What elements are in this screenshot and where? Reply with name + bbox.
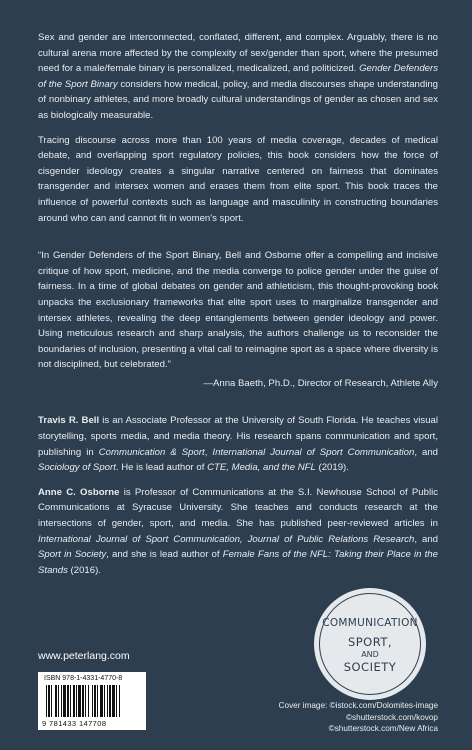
book-title: Female Fans of the NFL: Taking their Place in the Stands xyxy=(38,549,438,576)
barcode-bar xyxy=(51,685,52,717)
barcode-bars xyxy=(46,685,138,717)
barcode-bar xyxy=(119,685,120,717)
author-bio-osborne xyxy=(38,485,438,579)
journal: International Journal of Sport Communication, Journal of Public Relations Research xyxy=(38,533,415,545)
back-cover-text xyxy=(38,30,438,587)
publisher-website: www.peterlang.com xyxy=(38,650,130,662)
text: (2019). xyxy=(315,462,349,474)
barcode-bar xyxy=(109,685,111,717)
barcode-bar xyxy=(67,685,69,717)
barcode-bar xyxy=(58,685,59,717)
barcode-bar xyxy=(61,685,62,717)
journal: Sport in Society xyxy=(38,549,107,561)
credit-line-3: ©shutterstock.com/New Africa xyxy=(328,724,438,733)
journal: Sociology of Sport xyxy=(38,462,116,474)
journal: Communication & Sport xyxy=(98,446,205,458)
barcode-bar xyxy=(94,685,96,717)
barcode-bar xyxy=(88,685,89,717)
text: , and she is lead author of xyxy=(106,549,223,561)
credit-line-1: Cover image: ©istock.com/Dolomites-image xyxy=(278,701,438,710)
endorsement-quote: “In Gender Defenders of the Sport Binary, Bell and Osborne offer a compelling and incisive critique of how sport, medicine, and the media converge to police gender under the guise of fairness. In a time of global debates on gender and athleticism, this thought-provoking book unpacks the exclusionary frameworks that elite sport uses to marginalize transgender and intersex athletes, revealing the deep entanglements between gender ideology and power. Using meticulous research and sharp analysis, the authors challenge us to reconsider the boundaries of inclusion, presenting a vital call to reimagine sport as a space where diversity is not disciplined, but celebrated.” xyxy=(38,250,438,371)
description-paragraph-1 xyxy=(38,30,438,124)
barcode-bar xyxy=(92,685,93,717)
barcode-digits: 9 781433 147708 xyxy=(42,719,107,728)
barcode-bar xyxy=(46,685,47,717)
text: , xyxy=(204,446,213,458)
book-title: CTE, Media, and the NFL xyxy=(207,462,316,474)
series-seal-logo xyxy=(314,588,426,700)
barcode-bar xyxy=(63,685,66,717)
book-title: Gender Defenders of the Sport Binary xyxy=(38,63,438,90)
barcode-bar xyxy=(55,685,57,717)
barcode-bar xyxy=(97,685,98,717)
barcode-bar xyxy=(104,685,105,717)
text: is an Associate Professor at the University of South Florida. He teaches visual storytelling, sports media, and media theory. His research spans communication and sport, publishing in xyxy=(38,415,438,458)
barcode-bar xyxy=(82,685,84,717)
barcode-bar xyxy=(76,685,77,717)
barcode-bar xyxy=(100,685,103,717)
text: . He is lead author of xyxy=(115,462,208,474)
journal: International Journal of Sport Communication xyxy=(212,446,415,458)
endorsement-attribution: —Anna Baeth, Ph.D., Director of Research, Athlete Ally xyxy=(203,377,438,389)
author-name: Anne C. Osborne xyxy=(38,486,120,498)
barcode-bar xyxy=(112,685,115,717)
seal-line-2: SPORT, xyxy=(347,634,393,649)
barcode-bar xyxy=(48,685,50,717)
barcode-bar xyxy=(70,685,71,717)
text: (2016). xyxy=(67,564,101,576)
barcode-bar xyxy=(116,685,117,717)
cover-image-credits xyxy=(279,700,438,735)
isbn-barcode xyxy=(38,672,146,730)
author-name: Travis R. Bell xyxy=(38,415,100,427)
barcode-bar xyxy=(107,685,108,717)
barcode-bar xyxy=(78,685,81,717)
isbn-label: ISBN 978-1-4331-4770-8 xyxy=(44,675,123,682)
description-paragraph-2: Tracing discourse across more than 100 years of media coverage, decades of medical debate, and overlapping sport regulatory policies, this book considers how the force of cisgender ideology creates a singular narrative centered on fairness that dominates transgender and intersex women and erases them from elite sport. This book traces the influence of powerful contexts such as language and masculinity in constructing boundaries around who can and cannot fit in women's sport. xyxy=(38,134,438,224)
text: is Professor of Communications at the S.I. Newhouse School of Public Communications at Syracuse University. She teaches and conducts research at the intersections of gender, sport, and media. She has published peer-reviewed articles in xyxy=(38,486,439,530)
text: , and xyxy=(414,533,439,545)
author-bio-bell xyxy=(38,413,438,475)
text: considers how medical, policy, and media discourses shape understanding of nonbinary athletes, and more broadly cultural understandings of gender as chosen and sex as biologically measurable. xyxy=(38,78,438,121)
seal-line-4: SOCIETY xyxy=(343,659,397,674)
text: , and xyxy=(414,446,438,458)
barcode-bar xyxy=(85,685,86,717)
credit-line-2: ©shutterstock.com/kovop xyxy=(345,712,438,722)
seal-line-1: COMMUNICATION xyxy=(322,616,418,629)
barcode-bar xyxy=(73,685,75,717)
seal-line-3: AND xyxy=(361,649,379,659)
text: Sex and gender are interconnected, conflated, different, and complex. Arguably, there is no cultural arena more affected by the complexity of sex/gender than sport, where the presumed need for a male/female binary is personalized, medicalized, and politicized. xyxy=(38,32,438,75)
seal-ring xyxy=(319,593,421,695)
